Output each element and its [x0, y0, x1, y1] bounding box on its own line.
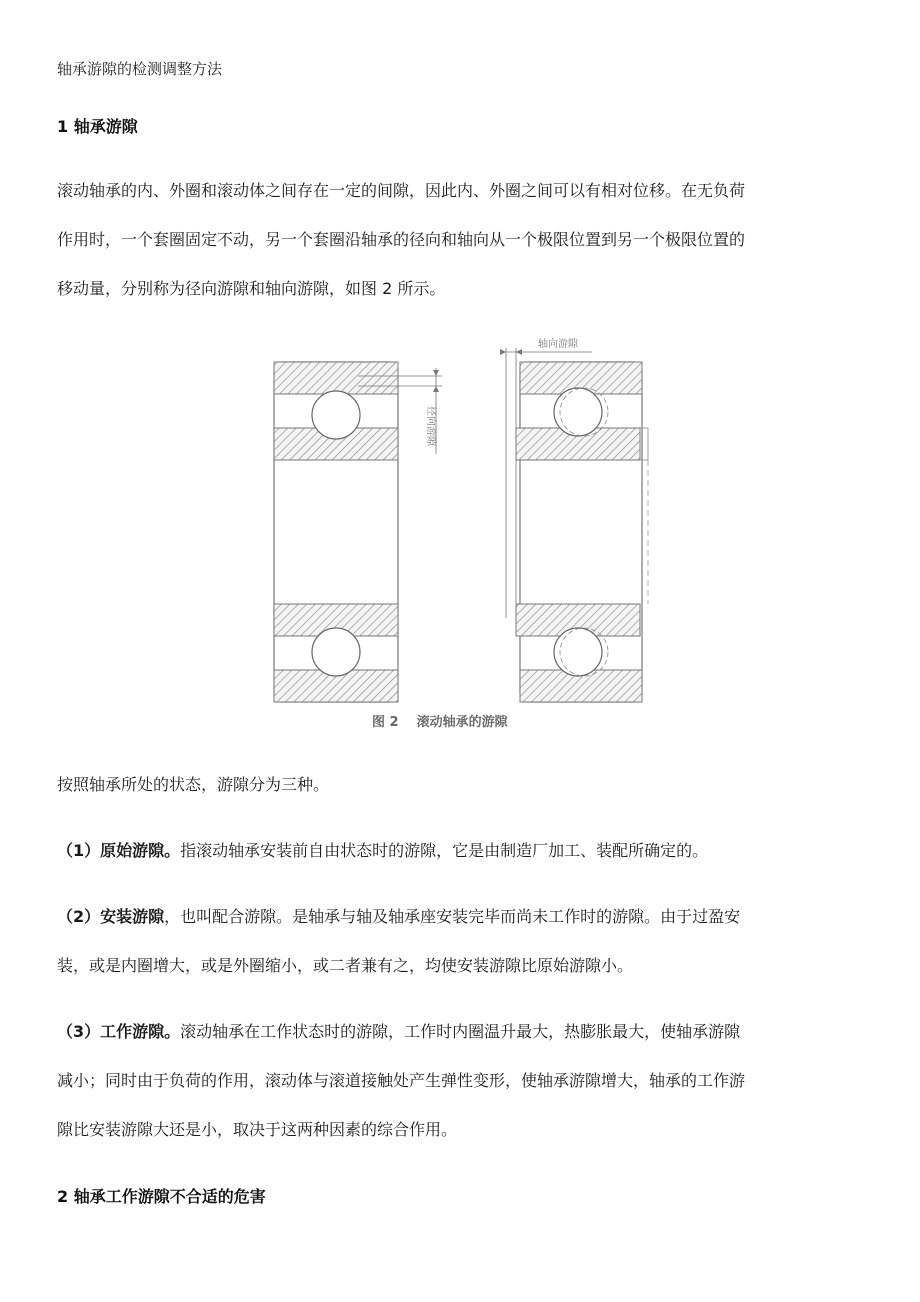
section-1-heading: 1 轴承游隙 — [57, 117, 138, 136]
item-text-line: 减小；同时由于负荷的作用，滚动体与滚道接触处产生弹性变形，使轴承游隙增大，轴承的工作游 — [57, 1071, 746, 1090]
intro-line: 移动量，分别称为径向游隙和轴向游隙，如图 2 所示。 — [57, 279, 446, 298]
list-item — [57, 1007, 867, 1056]
ball-top — [554, 388, 602, 436]
item-number: （1） — [57, 841, 101, 860]
axial-clearance-label: 轴向游隙 — [538, 339, 578, 350]
outer-ring-top — [274, 362, 398, 394]
bearing-diagram — [262, 326, 662, 736]
left-bearing — [274, 362, 442, 702]
ball-top — [312, 391, 360, 439]
item-term: 安装游隙 — [100, 907, 165, 926]
figure-caption: 图 2 滚动轴承的游隙 — [372, 715, 508, 730]
list-item — [57, 892, 867, 941]
section-2-heading: 2 轴承工作游隙不合适的危害 — [57, 1187, 266, 1206]
item-text: ，也叫配合游隙。是轴承与轴及轴承座安装完毕而尚未工作时的游隙。由于过盈安 — [164, 907, 741, 926]
section-1-intro — [57, 166, 867, 313]
classification-intro: 按照轴承所处的状态，游隙分为三种。 — [57, 775, 330, 794]
list-item — [57, 826, 867, 875]
item-term: 工作游隙。 — [100, 1022, 181, 1041]
item-text: 指滚动轴承安装前自由状态时的游隙，它是由制造厂加工、装配所确定的。 — [180, 841, 709, 860]
bearing-clearance-figure — [262, 326, 662, 736]
item-working-clearance — [57, 1007, 867, 1154]
item-original-clearance — [57, 826, 867, 875]
item-term: 原始游隙。 — [100, 841, 181, 860]
ball-bottom — [554, 628, 602, 676]
item-installed-clearance — [57, 892, 867, 990]
item-text: 滚动轴承在工作状态时的游隙，工作时内圈温升最大，热膨胀最大，使轴承游隙 — [180, 1022, 741, 1041]
item-text-line: 装，或是内圈增大，或是外圈缩小，或二者兼有之，均使安装游隙比原始游隙小。 — [57, 956, 634, 975]
intro-line: 滚动轴承的内、外圈和滚动体之间存在一定的间隙，因此内、外圈之间可以有相对位移。在无负荷 — [57, 181, 746, 200]
intro-line: 作用时，一个套圈固定不动，另一个套圈沿轴承的径向和轴向从一个极限位置到另一个极限位置的 — [57, 230, 746, 249]
radial-clearance-label: 径向游隙 — [425, 406, 436, 446]
item-number: （2） — [57, 907, 101, 926]
ball-bottom — [312, 628, 360, 676]
document-title: 轴承游隙的检测调整方法 — [57, 60, 223, 78]
item-number: （3） — [57, 1022, 101, 1041]
item-text-line: 隙比安装游隙大还是小，取决于这两种因素的综合作用。 — [57, 1120, 458, 1139]
right-bearing — [500, 348, 648, 702]
